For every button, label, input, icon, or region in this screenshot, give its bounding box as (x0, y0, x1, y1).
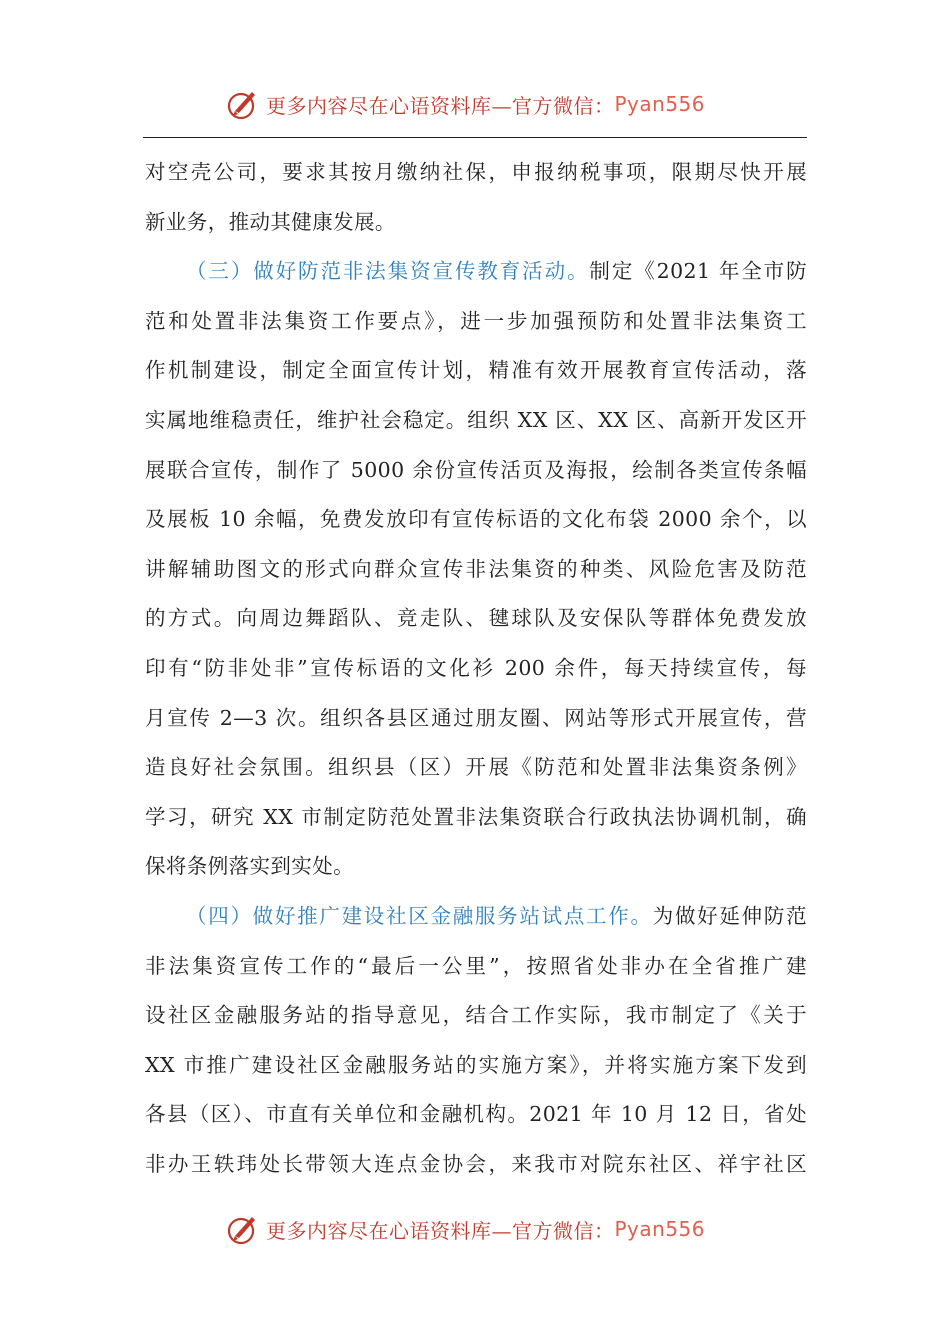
watermark-wechat-id: Pyan556 (614, 1217, 706, 1241)
text-line: 各县（区）、市直有关单位和金融机构。2021 年 10 月 12 日，省处 (145, 1102, 807, 1127)
text-line: 为做好延伸防范 (652, 903, 807, 928)
text-line: 作机制建设，制定全面宣传计划，精准有效开展教育宣传活动，落 (145, 358, 807, 383)
header-divider (143, 137, 807, 138)
watermark-text: 更多内容尽在心语资料库—官方微信： (266, 93, 615, 118)
section-4-heading: （四）做好推广建设社区金融服务站试点工作。 (186, 903, 653, 928)
section-3-first-line (145, 247, 807, 297)
header-watermark (0, 84, 950, 124)
text-line: 非法集资宣传工作的“最后一公里”，按照省处非办在全省推广建 (145, 953, 807, 978)
text-line: 学习，研究 XX 市制定防范处置非法集资联合行政执法协调机制，确 (145, 804, 807, 829)
text-line: 保将条例落实到实处。 (145, 854, 354, 879)
text-line: 印有“防非处非”宣传标语的文化衫 200 余件，每天持续宣传，每 (145, 655, 807, 680)
section-4-first-line (145, 892, 807, 942)
text-line: 设社区金融服务站的指导意见，结合工作实际，我市制定了《关于 (145, 1003, 807, 1028)
text-line: XX 市推广建设社区金融服务站的实施方案》，并将实施方案下发到 (145, 1052, 807, 1077)
text-line: 范和处置非法集资工作要点》，进一步加强预防和处置非法集资工 (145, 308, 807, 333)
text-line: 造良好社会氛围。组织县（区）开展《防范和处置非法集资条例》 (145, 755, 807, 780)
text-line: 实属地维稳责任，维护社会稳定。组织 XX 区、XX 区、高新开发区开 (145, 407, 807, 432)
text-line: 对空壳公司，要求其按月缴纳社保，申报纳税事项，限期尽快开展 (145, 160, 807, 184)
text-line: 月宣传 2—3 次。组织各县区通过朋友圈、网站等形式开展宣传，营 (145, 705, 807, 730)
text-line: 制定《2021 年全市防 (589, 259, 807, 284)
quill-logo-icon (226, 87, 260, 121)
section-3-heading: （三）做好防范非法集资宣传教育活动。 (186, 259, 590, 284)
quill-logo-icon (226, 1212, 260, 1246)
watermark-wechat-id: Pyan556 (614, 92, 706, 116)
text-line: 及展板 10 余幅，免费发放印有宣传标语的文化布袋 2000 余个，以 (145, 507, 807, 532)
footer-watermark (0, 1209, 950, 1249)
text-line: 新业务，推动其健康发展。 (145, 209, 396, 234)
text-line: 的方式。向周边舞蹈队、竞走队、毽球队及安保队等群体免费发放 (145, 606, 807, 631)
watermark-text: 更多内容尽在心语资料库—官方微信： (266, 1218, 615, 1243)
text-line: 讲解辅助图文的形式向群众宣传非法集资的种类、风险危害及防范 (145, 556, 807, 581)
document-body (145, 148, 807, 1189)
text-line: 展联合宣传，制作了 5000 余份宣传活页及海报，绘制各类宣传条幅 (145, 457, 807, 482)
text-line: 非办王轶玮处长带领大连点金协会，来我市对院东社区、祥宇社区 (145, 1151, 807, 1176)
